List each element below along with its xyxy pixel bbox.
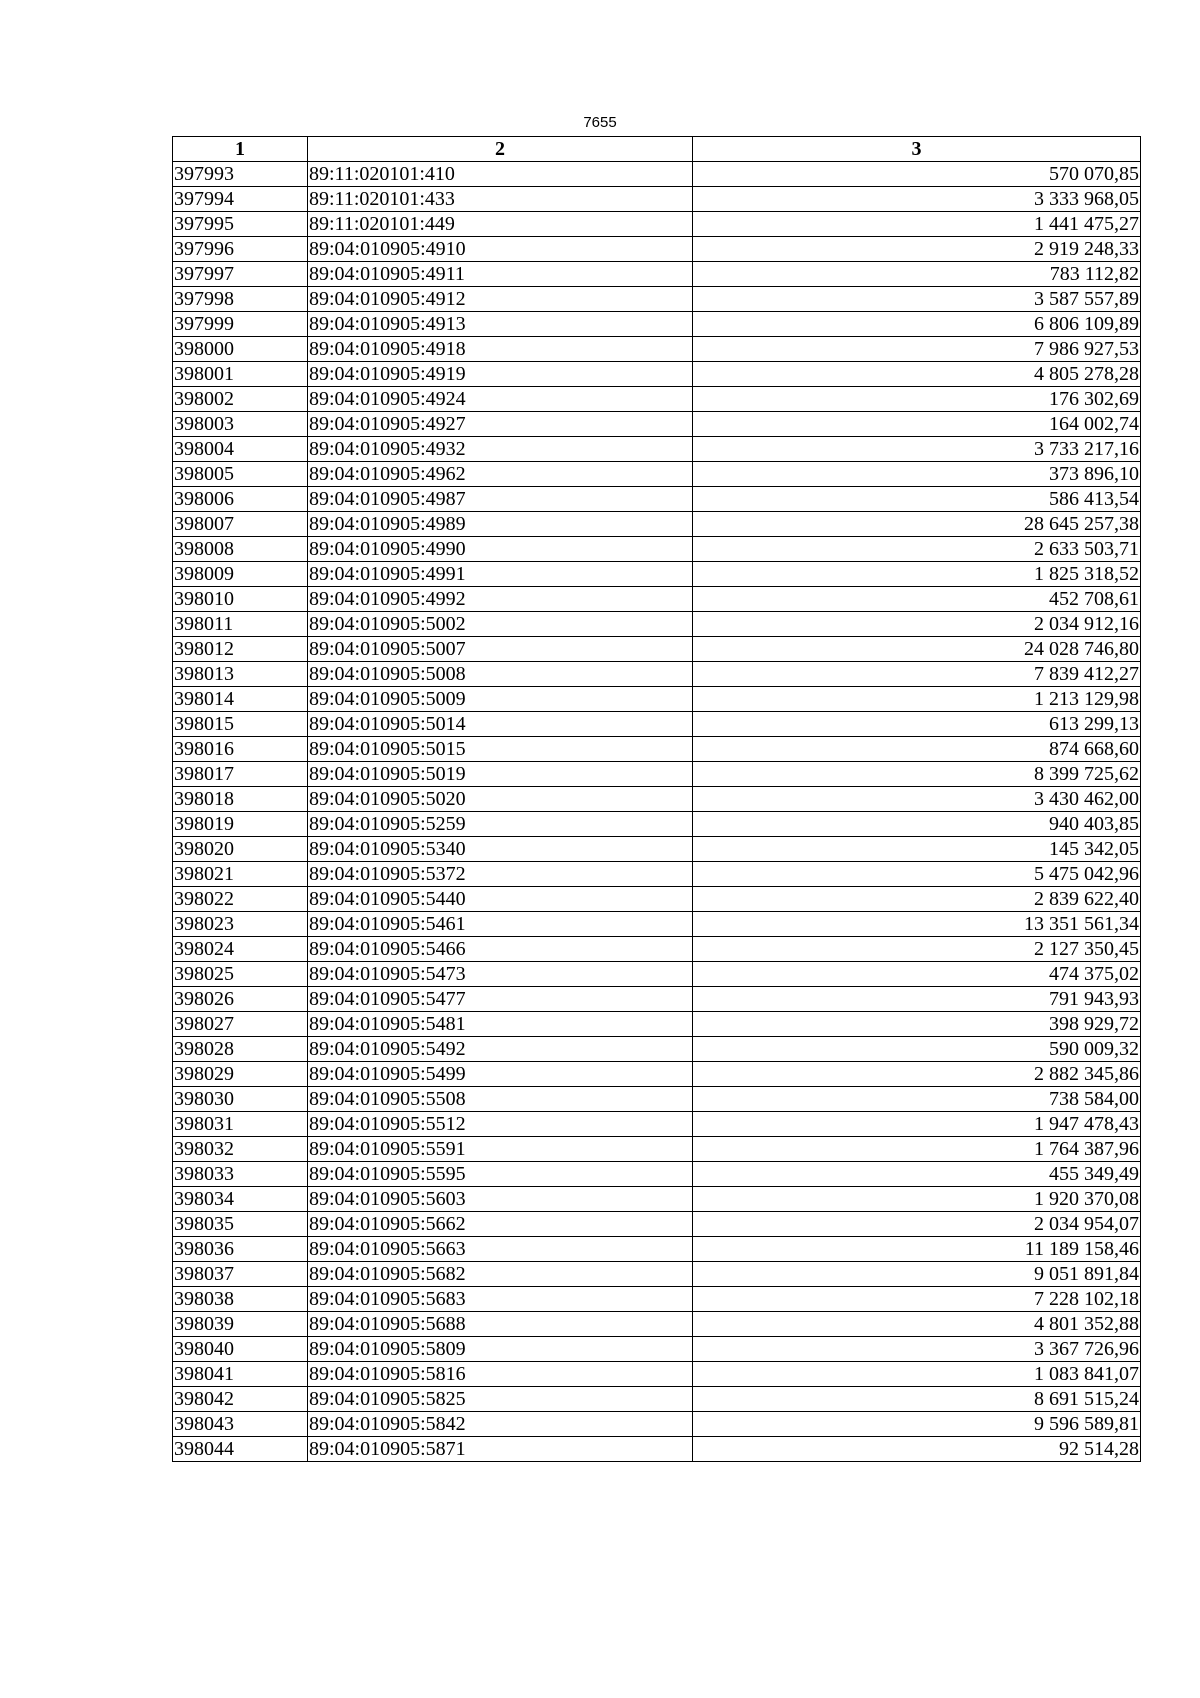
cadastral-number-cell: 89:04:010905:4962 bbox=[308, 462, 693, 487]
table-row bbox=[173, 1162, 1141, 1187]
table-row bbox=[173, 262, 1141, 287]
row-number-cell: 398031 bbox=[173, 1112, 308, 1137]
table-row bbox=[173, 1437, 1141, 1462]
row-number-cell: 398032 bbox=[173, 1137, 308, 1162]
row-number-cell: 398005 bbox=[173, 462, 308, 487]
row-number-cell: 398040 bbox=[173, 1337, 308, 1362]
cadastral-number-cell: 89:04:010905:5473 bbox=[308, 962, 693, 987]
value-cell: 791 943,93 bbox=[693, 987, 1141, 1012]
value-cell: 590 009,32 bbox=[693, 1037, 1141, 1062]
table-row bbox=[173, 762, 1141, 787]
cadastral-number-cell: 89:04:010905:5340 bbox=[308, 837, 693, 862]
row-number-cell: 398001 bbox=[173, 362, 308, 387]
cadastral-number-cell: 89:04:010905:5014 bbox=[308, 712, 693, 737]
table-row bbox=[173, 437, 1141, 462]
row-number-cell: 398023 bbox=[173, 912, 308, 937]
value-cell: 2 882 345,86 bbox=[693, 1062, 1141, 1087]
table-row bbox=[173, 1187, 1141, 1212]
cadastral-number-cell: 89:04:010905:5466 bbox=[308, 937, 693, 962]
value-cell: 11 189 158,46 bbox=[693, 1237, 1141, 1262]
cadastral-number-cell: 89:04:010905:5682 bbox=[308, 1262, 693, 1287]
row-number-cell: 398009 bbox=[173, 562, 308, 587]
cadastral-number-cell: 89:04:010905:5683 bbox=[308, 1287, 693, 1312]
cadastral-number-cell: 89:04:010905:5662 bbox=[308, 1212, 693, 1237]
value-cell: 2 034 912,16 bbox=[693, 612, 1141, 637]
value-cell: 9 051 891,84 bbox=[693, 1262, 1141, 1287]
value-cell: 9 596 589,81 bbox=[693, 1412, 1141, 1437]
value-cell: 145 342,05 bbox=[693, 837, 1141, 862]
table-row bbox=[173, 862, 1141, 887]
column-header-2: 2 bbox=[308, 137, 693, 162]
table-row bbox=[173, 512, 1141, 537]
table-row bbox=[173, 1012, 1141, 1037]
row-number-cell: 398026 bbox=[173, 987, 308, 1012]
row-number-cell: 398021 bbox=[173, 862, 308, 887]
row-number-cell: 398044 bbox=[173, 1437, 308, 1462]
cadastral-number-cell: 89:04:010905:5499 bbox=[308, 1062, 693, 1087]
table-row bbox=[173, 687, 1141, 712]
value-cell: 940 403,85 bbox=[693, 812, 1141, 837]
value-cell: 164 002,74 bbox=[693, 412, 1141, 437]
table-row bbox=[173, 1387, 1141, 1412]
table-header bbox=[173, 137, 1141, 162]
table-row bbox=[173, 362, 1141, 387]
row-number-cell: 398042 bbox=[173, 1387, 308, 1412]
table-row bbox=[173, 487, 1141, 512]
table-row bbox=[173, 287, 1141, 312]
row-number-cell: 398004 bbox=[173, 437, 308, 462]
table-row bbox=[173, 162, 1141, 187]
row-number-cell: 398018 bbox=[173, 787, 308, 812]
value-cell: 1 920 370,08 bbox=[693, 1187, 1141, 1212]
table-row bbox=[173, 537, 1141, 562]
value-cell: 474 375,02 bbox=[693, 962, 1141, 987]
table-row bbox=[173, 587, 1141, 612]
value-cell: 7 839 412,27 bbox=[693, 662, 1141, 687]
value-cell: 7 228 102,18 bbox=[693, 1287, 1141, 1312]
value-cell: 1 213 129,98 bbox=[693, 687, 1141, 712]
table-row bbox=[173, 212, 1141, 237]
row-number-cell: 398020 bbox=[173, 837, 308, 862]
value-cell: 92 514,28 bbox=[693, 1437, 1141, 1462]
cadastral-number-cell: 89:04:010905:4992 bbox=[308, 587, 693, 612]
cadastral-number-cell: 89:04:010905:5015 bbox=[308, 737, 693, 762]
value-cell: 8 691 515,24 bbox=[693, 1387, 1141, 1412]
cadastral-number-cell: 89:04:010905:5372 bbox=[308, 862, 693, 887]
cadastral-number-cell: 89:04:010905:4911 bbox=[308, 262, 693, 287]
table-row bbox=[173, 1287, 1141, 1312]
table-row bbox=[173, 1087, 1141, 1112]
cadastral-number-cell: 89:04:010905:5508 bbox=[308, 1087, 693, 1112]
cadastral-number-cell: 89:04:010905:4910 bbox=[308, 237, 693, 262]
table-row bbox=[173, 1262, 1141, 1287]
cadastral-number-cell: 89:04:010905:5259 bbox=[308, 812, 693, 837]
row-number-cell: 398033 bbox=[173, 1162, 308, 1187]
value-cell: 586 413,54 bbox=[693, 487, 1141, 512]
table-row bbox=[173, 787, 1141, 812]
value-cell: 3 367 726,96 bbox=[693, 1337, 1141, 1362]
cadastral-number-cell: 89:04:010905:4913 bbox=[308, 312, 693, 337]
cadastral-number-cell: 89:04:010905:5002 bbox=[308, 612, 693, 637]
row-number-cell: 398043 bbox=[173, 1412, 308, 1437]
header-row bbox=[173, 137, 1141, 162]
cadastral-number-cell: 89:04:010905:5591 bbox=[308, 1137, 693, 1162]
value-cell: 6 806 109,89 bbox=[693, 312, 1141, 337]
row-number-cell: 398037 bbox=[173, 1262, 308, 1287]
value-cell: 452 708,61 bbox=[693, 587, 1141, 612]
cadastral-number-cell: 89:04:010905:5020 bbox=[308, 787, 693, 812]
value-cell: 2 034 954,07 bbox=[693, 1212, 1141, 1237]
table-row bbox=[173, 412, 1141, 437]
row-number-cell: 398008 bbox=[173, 537, 308, 562]
value-cell: 2 839 622,40 bbox=[693, 887, 1141, 912]
cadastral-number-cell: 89:04:010905:4918 bbox=[308, 337, 693, 362]
row-number-cell: 397996 bbox=[173, 237, 308, 262]
column-header-3: 3 bbox=[693, 137, 1141, 162]
table-row bbox=[173, 462, 1141, 487]
row-number-cell: 398006 bbox=[173, 487, 308, 512]
table-row bbox=[173, 312, 1141, 337]
row-number-cell: 398007 bbox=[173, 512, 308, 537]
table-row bbox=[173, 837, 1141, 862]
cadastral-number-cell: 89:04:010905:4987 bbox=[308, 487, 693, 512]
row-number-cell: 398034 bbox=[173, 1187, 308, 1212]
row-number-cell: 398010 bbox=[173, 587, 308, 612]
value-cell: 3 430 462,00 bbox=[693, 787, 1141, 812]
row-number-cell: 398036 bbox=[173, 1237, 308, 1262]
row-number-cell: 398029 bbox=[173, 1062, 308, 1087]
table-row bbox=[173, 1337, 1141, 1362]
value-cell: 1 947 478,43 bbox=[693, 1112, 1141, 1137]
row-number-cell: 397998 bbox=[173, 287, 308, 312]
cadastral-number-cell: 89:04:010905:5477 bbox=[308, 987, 693, 1012]
value-cell: 176 302,69 bbox=[693, 387, 1141, 412]
table-row bbox=[173, 662, 1141, 687]
value-cell: 2 919 248,33 bbox=[693, 237, 1141, 262]
cadastral-number-cell: 89:04:010905:4927 bbox=[308, 412, 693, 437]
cadastral-number-cell: 89:04:010905:5008 bbox=[308, 662, 693, 687]
page-number: 7655 bbox=[583, 114, 617, 131]
row-number-cell: 398015 bbox=[173, 712, 308, 737]
table-row bbox=[173, 1112, 1141, 1137]
value-cell: 2 633 503,71 bbox=[693, 537, 1141, 562]
table-row bbox=[173, 912, 1141, 937]
row-number-cell: 397997 bbox=[173, 262, 308, 287]
table-row bbox=[173, 937, 1141, 962]
row-number-cell: 397999 bbox=[173, 312, 308, 337]
table-row bbox=[173, 737, 1141, 762]
table-row bbox=[173, 987, 1141, 1012]
value-cell: 13 351 561,34 bbox=[693, 912, 1141, 937]
table-row bbox=[173, 1412, 1141, 1437]
table-row bbox=[173, 612, 1141, 637]
value-cell: 1 083 841,07 bbox=[693, 1362, 1141, 1387]
cadastral-number-cell: 89:04:010905:4990 bbox=[308, 537, 693, 562]
row-number-cell: 397994 bbox=[173, 187, 308, 212]
table-row bbox=[173, 1137, 1141, 1162]
table-row bbox=[173, 637, 1141, 662]
table-row bbox=[173, 237, 1141, 262]
cadastral-number-cell: 89:04:010905:4991 bbox=[308, 562, 693, 587]
row-number-cell: 398016 bbox=[173, 737, 308, 762]
table-row bbox=[173, 387, 1141, 412]
value-cell: 613 299,13 bbox=[693, 712, 1141, 737]
cadastral-number-cell: 89:11:020101:410 bbox=[308, 162, 693, 187]
value-cell: 5 475 042,96 bbox=[693, 862, 1141, 887]
value-cell: 4 805 278,28 bbox=[693, 362, 1141, 387]
row-number-cell: 397995 bbox=[173, 212, 308, 237]
value-cell: 28 645 257,38 bbox=[693, 512, 1141, 537]
row-number-cell: 398035 bbox=[173, 1212, 308, 1237]
row-number-cell: 398000 bbox=[173, 337, 308, 362]
row-number-cell: 398022 bbox=[173, 887, 308, 912]
cadastral-number-cell: 89:04:010905:5603 bbox=[308, 1187, 693, 1212]
row-number-cell: 397993 bbox=[173, 162, 308, 187]
table-row bbox=[173, 962, 1141, 987]
row-number-cell: 398011 bbox=[173, 612, 308, 637]
value-cell: 3 587 557,89 bbox=[693, 287, 1141, 312]
table-row bbox=[173, 1212, 1141, 1237]
value-cell: 783 112,82 bbox=[693, 262, 1141, 287]
cadastral-number-cell: 89:04:010905:5816 bbox=[308, 1362, 693, 1387]
row-number-cell: 398002 bbox=[173, 387, 308, 412]
table-row bbox=[173, 1312, 1141, 1337]
value-cell: 398 929,72 bbox=[693, 1012, 1141, 1037]
cadastral-number-cell: 89:04:010905:5461 bbox=[308, 912, 693, 937]
value-cell: 1 764 387,96 bbox=[693, 1137, 1141, 1162]
row-number-cell: 398028 bbox=[173, 1037, 308, 1062]
registry-table bbox=[172, 136, 1141, 1462]
row-number-cell: 398041 bbox=[173, 1362, 308, 1387]
value-cell: 455 349,49 bbox=[693, 1162, 1141, 1187]
table-row bbox=[173, 812, 1141, 837]
cadastral-number-cell: 89:04:010905:5871 bbox=[308, 1437, 693, 1462]
cadastral-number-cell: 89:04:010905:5007 bbox=[308, 637, 693, 662]
table-row bbox=[173, 1362, 1141, 1387]
value-cell: 3 333 968,05 bbox=[693, 187, 1141, 212]
cadastral-number-cell: 89:04:010905:5440 bbox=[308, 887, 693, 912]
value-cell: 4 801 352,88 bbox=[693, 1312, 1141, 1337]
row-number-cell: 398014 bbox=[173, 687, 308, 712]
table-row bbox=[173, 1062, 1141, 1087]
value-cell: 1 441 475,27 bbox=[693, 212, 1141, 237]
row-number-cell: 398038 bbox=[173, 1287, 308, 1312]
cadastral-number-cell: 89:04:010905:4989 bbox=[308, 512, 693, 537]
value-cell: 3 733 217,16 bbox=[693, 437, 1141, 462]
row-number-cell: 398025 bbox=[173, 962, 308, 987]
cadastral-number-cell: 89:04:010905:5825 bbox=[308, 1387, 693, 1412]
table-body bbox=[173, 162, 1141, 1462]
row-number-cell: 398012 bbox=[173, 637, 308, 662]
value-cell: 373 896,10 bbox=[693, 462, 1141, 487]
value-cell: 7 986 927,53 bbox=[693, 337, 1141, 362]
cadastral-number-cell: 89:11:020101:433 bbox=[308, 187, 693, 212]
table-row bbox=[173, 887, 1141, 912]
row-number-cell: 398030 bbox=[173, 1087, 308, 1112]
cadastral-number-cell: 89:04:010905:5688 bbox=[308, 1312, 693, 1337]
table-row bbox=[173, 337, 1141, 362]
table-row bbox=[173, 1037, 1141, 1062]
value-cell: 24 028 746,80 bbox=[693, 637, 1141, 662]
cadastral-number-cell: 89:04:010905:5492 bbox=[308, 1037, 693, 1062]
cadastral-number-cell: 89:11:020101:449 bbox=[308, 212, 693, 237]
row-number-cell: 398003 bbox=[173, 412, 308, 437]
cadastral-number-cell: 89:04:010905:5481 bbox=[308, 1012, 693, 1037]
cadastral-number-cell: 89:04:010905:4912 bbox=[308, 287, 693, 312]
table-row bbox=[173, 712, 1141, 737]
value-cell: 738 584,00 bbox=[693, 1087, 1141, 1112]
row-number-cell: 398027 bbox=[173, 1012, 308, 1037]
row-number-cell: 398039 bbox=[173, 1312, 308, 1337]
cadastral-number-cell: 89:04:010905:5595 bbox=[308, 1162, 693, 1187]
value-cell: 2 127 350,45 bbox=[693, 937, 1141, 962]
row-number-cell: 398013 bbox=[173, 662, 308, 687]
cadastral-number-cell: 89:04:010905:4919 bbox=[308, 362, 693, 387]
cadastral-number-cell: 89:04:010905:4924 bbox=[308, 387, 693, 412]
table-row bbox=[173, 562, 1141, 587]
value-cell: 1 825 318,52 bbox=[693, 562, 1141, 587]
cadastral-number-cell: 89:04:010905:5019 bbox=[308, 762, 693, 787]
table-row bbox=[173, 1237, 1141, 1262]
value-cell: 570 070,85 bbox=[693, 162, 1141, 187]
row-number-cell: 398019 bbox=[173, 812, 308, 837]
row-number-cell: 398017 bbox=[173, 762, 308, 787]
table-row bbox=[173, 187, 1141, 212]
value-cell: 874 668,60 bbox=[693, 737, 1141, 762]
cadastral-number-cell: 89:04:010905:5842 bbox=[308, 1412, 693, 1437]
cadastral-number-cell: 89:04:010905:5809 bbox=[308, 1337, 693, 1362]
cadastral-number-cell: 89:04:010905:5663 bbox=[308, 1237, 693, 1262]
cadastral-number-cell: 89:04:010905:5512 bbox=[308, 1112, 693, 1137]
value-cell: 8 399 725,62 bbox=[693, 762, 1141, 787]
cadastral-number-cell: 89:04:010905:5009 bbox=[308, 687, 693, 712]
row-number-cell: 398024 bbox=[173, 937, 308, 962]
cadastral-number-cell: 89:04:010905:4932 bbox=[308, 437, 693, 462]
column-header-1: 1 bbox=[173, 137, 308, 162]
